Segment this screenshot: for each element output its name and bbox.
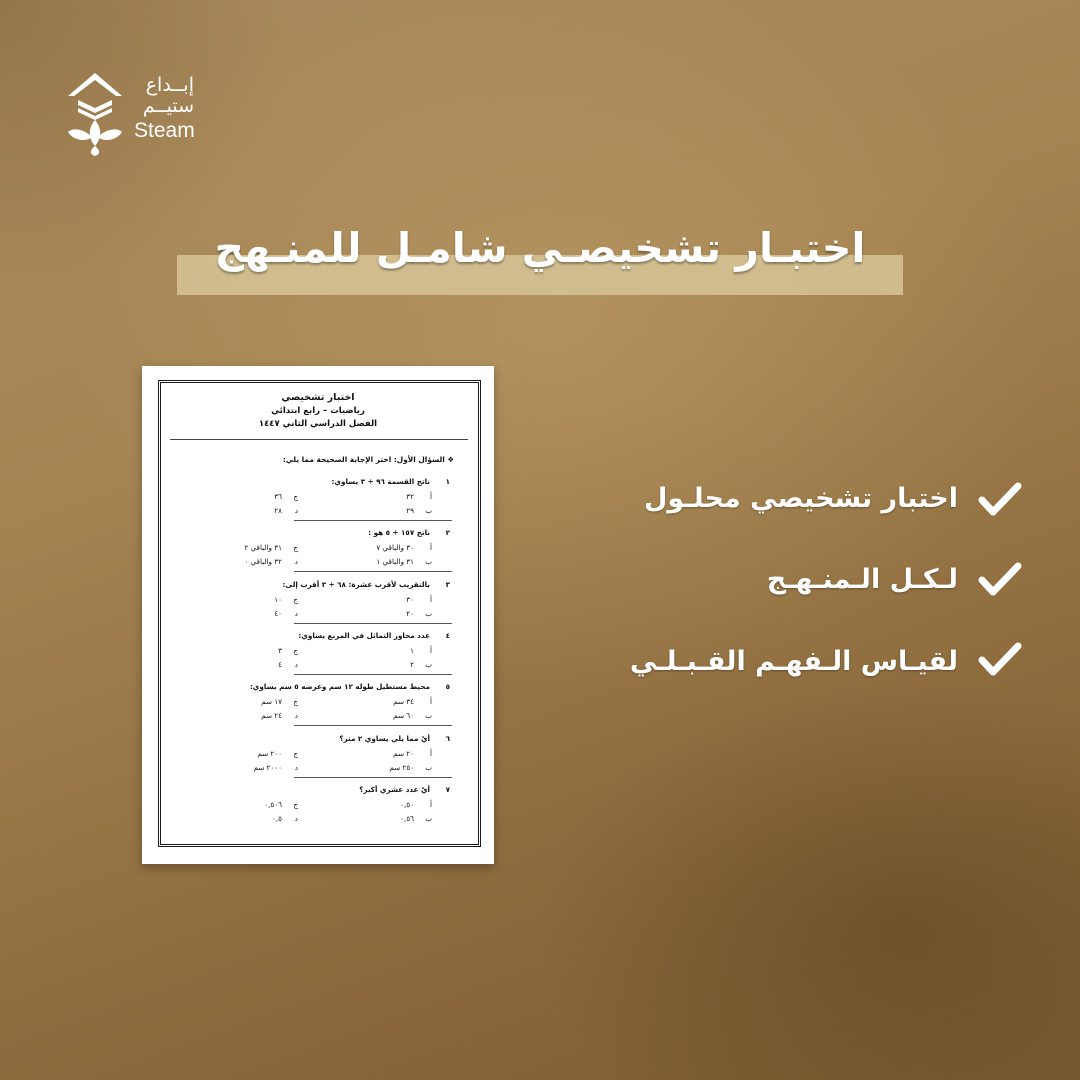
feature-item-curriculum: لـكـل الـمنـهـج [766,564,958,595]
option-b: ٢ [410,659,414,669]
option-label-c: ج [293,799,298,809]
option-c: ٣١ والباقي ٢ [244,543,282,553]
option-b: ٢٠ [406,608,414,618]
question-divider [294,520,452,521]
question-text: عدد محاور التماثل في المربع يساوي: [298,630,430,640]
option-c: ٠,٥٠٦ [264,799,282,809]
option-label-b: ب [425,762,432,772]
exam-paper-preview [142,366,494,864]
exam-title: اختبار تشخيصي [281,392,355,403]
question-number: ٤ [445,630,450,640]
option-b: ٢٥٠ سم [389,762,414,772]
question-number: ٦ [445,733,450,743]
option-label-d: د [294,711,298,721]
feature-item-prior-knowledge: لقيـاس الـفهـم القـبـلـي [629,646,958,677]
option-b: ٢٩ [406,506,414,515]
option-label-a: أ [430,697,432,707]
option-c: ٣ [278,645,282,655]
option-label-d: د [294,762,298,772]
check-icon [978,640,1022,678]
question-divider [294,571,452,572]
option-a: ٣٢ [406,492,414,501]
question-divider [294,623,452,624]
option-d: ٠,٥ [271,813,282,823]
option-label-a: أ [430,594,432,604]
option-c: ٢٠٠ سم [257,748,282,758]
option-a: ٢٠ سم [393,748,414,758]
option-label-c: ج [293,543,298,553]
option-c: ٣٦ [274,492,282,501]
question-text: أيٌ عدد عشري أكبر؟ [359,784,430,794]
option-a: ٣٤ سم [393,697,414,707]
option-d: ٢٠٠٠ سم [253,762,282,772]
question-text: ناتج القسمة ٩٦ ÷ ٣ يساوي: [331,477,430,486]
question-text: ناتج ١٥٧ ÷ ٥ هو : [368,528,430,538]
option-c: ١٠ [274,594,282,604]
option-label-c: ج [293,492,298,501]
option-label-d: د [294,506,298,515]
option-label-b: ب [425,659,432,669]
option-label-a: أ [430,645,432,655]
option-b: ٦٠ سم [393,711,414,721]
page-title: اختبـار تشخيصـي شامـل للمنـهج [214,224,866,272]
question-number: ٥ [445,682,450,692]
option-label-b: ب [425,813,432,823]
option-label-b: ب [425,608,432,618]
lotus-logo-icon [64,70,126,156]
question-number: ١ [445,477,450,486]
option-d: ٤ [278,659,282,669]
section-title: ❖ السؤال الأول: اختر الإجابة الصحيحة مما يلي: [282,455,454,464]
brand-logo [64,70,214,160]
question-number: ٢ [445,528,450,538]
check-icon [978,480,1022,518]
logo-english: Steam [134,119,195,142]
header-divider [170,439,468,440]
option-d: ٤٠ [274,608,282,618]
option-d: ٣٢ والباقي ٠ [244,557,282,567]
option-label-c: ج [293,697,298,707]
option-label-a: أ [430,748,432,758]
question-divider [294,777,452,778]
question-text: بالتقريب لأقرب عشرة: ٦٨ ÷ ٣ أقرب إلى: [282,579,430,589]
option-label-b: ب [425,506,432,515]
logo-arabic-line2: ستيــم [142,95,194,117]
feature-item-solved: اختبار تشخيصي محلـول [643,483,958,514]
question-number: ٣ [445,579,450,589]
option-label-b: ب [425,711,432,721]
option-label-d: د [294,813,298,823]
option-b: ٠,٥٦ [400,813,414,823]
option-b: ٣١ والباقي ١ [376,557,414,567]
option-a: ١ [410,645,414,655]
option-a: ٣٠ والباقي ٧ [376,543,414,553]
logo-arabic-line1: إبــداع [145,74,194,96]
option-a: ٠,٥٠ [400,799,414,809]
option-label-a: أ [430,799,432,809]
option-label-a: أ [430,492,432,501]
question-number: ٧ [445,784,450,794]
question-text: أيٌ مما يلي يساوي ٢ متر؟ [339,733,430,743]
option-c: ١٧ سم [261,697,282,707]
option-d: ٢٨ [274,506,282,515]
option-label-c: ج [293,645,298,655]
option-label-c: ج [293,594,298,604]
option-label-b: ب [425,557,432,567]
exam-term: الفصل الدراسي الثاني ١٤٤٧ [258,419,378,429]
option-label-d: د [294,557,298,567]
option-d: ٢٤ سم [261,711,282,721]
option-label-a: أ [430,543,432,553]
option-a: ٣٠ [406,594,414,604]
check-icon [978,560,1022,598]
question-divider [294,674,452,675]
exam-subject: رياضيات – رابع ابتدائي [271,406,365,416]
question-divider [294,725,452,726]
option-label-c: ج [293,748,298,758]
question-text: محيط مستطيل طوله ١٢ سم وعرضه ٥ سم يساوي: [249,682,430,692]
option-label-d: د [294,659,298,669]
option-label-d: د [294,608,298,618]
